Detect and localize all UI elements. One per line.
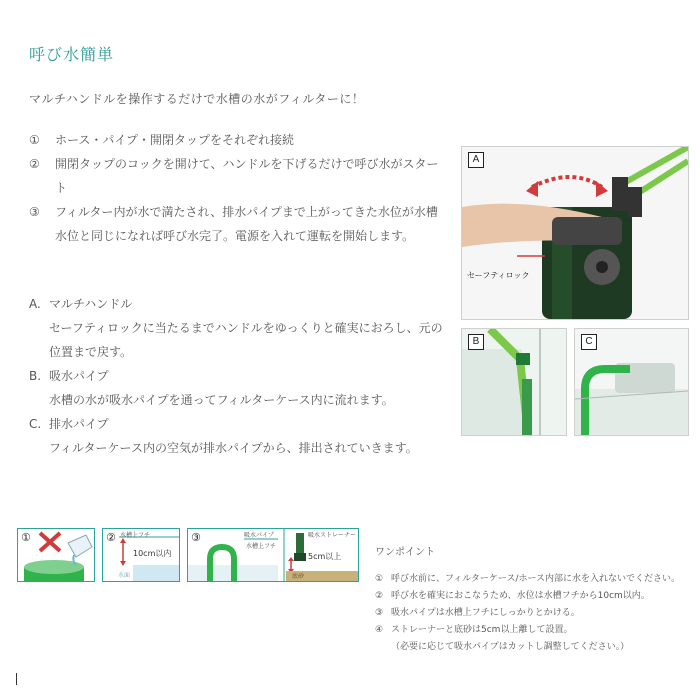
onepoint-text: （必要に応じて吸水パイプはカットし調整してください。） [391,642,630,652]
onepoint-number [375,639,391,656]
step-list [29,128,449,248]
part-a-name: マルチハンドル [49,297,133,311]
diagram-3-number: ③ [191,531,201,544]
onepoint-item [375,605,685,622]
strainer-distance-label: 5cm以上 [308,552,342,561]
part-a-desc: セーフティロックに当たるまでハンドルをゆっくりと確実におろし、元の位置まで戻す。 [49,321,443,359]
step-item [29,200,449,248]
diagram-3-pipe-setup [187,528,359,582]
part-a-key: A. [29,297,41,311]
intake-pipe-label: 吸水パイプ [244,532,274,539]
onepoint-item [375,588,685,605]
part-c-name: 排水パイプ [49,417,109,431]
diagram-2-water-level [102,528,180,582]
intro-text: マルチハンドルを操作するだけで水槽の水がフィルターに！ [29,92,365,106]
step-text: 開閉タップのコックを開けて、ハンドルを下げるだけで呼び水がスタート [55,157,439,195]
step-item [29,128,449,152]
part-b-key: B. [29,369,42,383]
step-number: ③ [29,205,40,219]
distance-label: 10cm以内 [133,549,172,558]
photo-c-outlet-pipe [574,328,689,436]
photo-b-intake-pipe [461,328,567,436]
onepoint-item [375,639,685,656]
photo-a-multi-handle [461,146,689,320]
onepoint-list [375,571,685,656]
onepoint-number: ① [375,574,384,584]
photo-b-tag: B [468,334,484,350]
safety-lock-caption: セーフティロック [467,271,530,280]
edge-mark [16,673,17,685]
onepoint-number: ③ [375,608,384,618]
onepoint-heading: ワンポイント [375,547,435,558]
part-c-key: C. [29,417,42,431]
part-b-desc: 水槽の水が吸水パイプを通ってフィルターケース内に流れます。 [49,393,394,407]
page-title: 呼び水簡単 [29,45,115,64]
step-number: ② [29,157,40,171]
handle-illustration [462,147,688,319]
water-surface-label: 水面 [118,572,131,579]
onepoint-text: ストレーナーと底砂は5cm以上離して設置。 [391,625,573,635]
part-labels [29,292,449,460]
gravel-label: 底砂 [292,573,305,580]
diagram-2-number: ② [106,531,116,544]
step-number: ① [29,133,40,147]
onepoint-number: ② [375,591,384,601]
step-text: ホース・パイプ・開閉タップをそれぞれ接続 [55,133,295,147]
diagram-1-number: ① [21,531,31,544]
strainer-label: 吸水ストレーナー [308,532,357,539]
rim-label: 水槽上フチ [120,532,151,539]
onepoint-number: ④ [375,625,384,635]
onepoint-text: 呼び水前に、フィルターケース/ホース内部に水を入れないでください。 [391,574,681,584]
photo-c-tag: C [581,334,597,350]
part-c-desc: フィルターケース内の空気が排水パイプから、排出されていきます。 [49,441,418,455]
step-text: フィルター内が水で満たされ、排水パイプまで上がってきた水位が水槽水位と同じになれば呼び水完了。電源を入れて運転を開始します。 [55,205,438,243]
onepoint-text: 吸水パイプは水槽上フチにしっかりとかける。 [391,608,580,618]
step-item [29,152,449,200]
part-a-heading [29,292,449,316]
onepoint-item [375,622,685,639]
diagram-1-no-prefill [17,528,95,582]
part-c-heading [29,412,449,436]
part-b-name: 吸水パイプ [49,369,109,383]
rim-label: 水槽上フチ [246,543,277,550]
onepoint-text: 呼び水を確実におこなうため、水位は水槽フチから10cm以内。 [391,591,650,601]
photo-a-tag: A [468,152,484,168]
onepoint-item [375,571,685,588]
part-b-heading [29,364,449,388]
